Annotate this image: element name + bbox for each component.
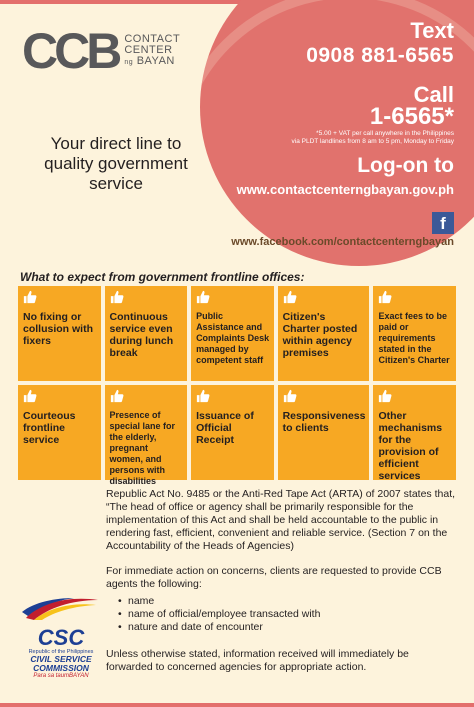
logo-line-2: CENTER bbox=[124, 44, 173, 56]
csc-logo bbox=[20, 596, 102, 679]
tagline: Your direct line to quality government service bbox=[44, 134, 188, 193]
facebook-icon[interactable]: f bbox=[432, 212, 454, 234]
csc-republic: Republic of the Philippines bbox=[28, 649, 94, 655]
expectation-label: Issuance of Official Receipt bbox=[196, 410, 254, 446]
required-info-list bbox=[118, 595, 458, 634]
call-note-line-1: *5.00 + VAT per call anywhere in the Philippines bbox=[316, 130, 454, 137]
logo-bayan: BAYAN bbox=[136, 55, 175, 67]
expectation-label: Other mechanisms for the provision of efficient services bbox=[378, 410, 443, 482]
logo-line-1: CONTACT bbox=[124, 33, 181, 45]
thumbs-up-icon bbox=[378, 389, 392, 403]
list-item: • nature and date of encounter bbox=[118, 621, 458, 634]
expectation-card bbox=[191, 385, 274, 480]
expectation-label: Presence of special lane for the elderly, pregnant women, and persons with disabilities bbox=[109, 410, 176, 486]
csc-abbr: CSC bbox=[37, 625, 85, 650]
thumbs-up-icon bbox=[283, 290, 297, 304]
logo-line-3 bbox=[124, 56, 180, 68]
expectation-card bbox=[278, 385, 370, 480]
expectation-label: Responsiveness to clients bbox=[282, 410, 366, 434]
expectation-card bbox=[18, 286, 101, 381]
call-number[interactable]: 1-6565* bbox=[369, 103, 454, 130]
expectation-label: No fixing or collusion with fixers bbox=[23, 311, 93, 347]
thumbs-up-icon bbox=[283, 389, 297, 403]
csc-swoosh-icon bbox=[20, 596, 102, 620]
text-number[interactable]: 0908 881-6565 bbox=[306, 44, 454, 67]
call-label: Call bbox=[413, 82, 454, 107]
expectation-card bbox=[373, 286, 456, 381]
expect-title: What to expect from government frontline offices: bbox=[20, 270, 305, 284]
website-link[interactable]: www.contactcenterngbayan.gov.ph bbox=[236, 182, 454, 197]
text-label: Text bbox=[410, 18, 454, 43]
forwarding-paragraph: Unless otherwise stated, information received will immediately be forwarded to concerned agencies for appropriate action. bbox=[106, 648, 409, 673]
thumbs-up-icon bbox=[196, 389, 210, 403]
csc-name-2: COMMISSION bbox=[33, 663, 89, 673]
call-note bbox=[292, 130, 454, 146]
thumbs-up-icon bbox=[110, 290, 124, 304]
expectation-card bbox=[105, 385, 188, 486]
logon-label: Log-on to bbox=[357, 154, 454, 177]
thumbs-up-icon bbox=[110, 389, 124, 403]
logo-text bbox=[124, 34, 180, 68]
call-note-line-2: via PLDT landlines from 8 am to 5 pm, Monday to Friday bbox=[291, 138, 454, 145]
expectation-card bbox=[191, 286, 274, 381]
expectation-card bbox=[373, 385, 456, 480]
facebook-link[interactable]: www.facebook.com/contactcenterngbayan bbox=[231, 236, 454, 248]
expectation-card bbox=[278, 286, 370, 381]
arta-paragraph: Republic Act No. 9485 or the Anti-Red Tape Act (ARTA) of 2007 states that, “The head of office or agency shall be primarily responsible for the implementation of this Act and shall be held accountable to the public in rendering fast, efficient, convenient and reliable service. (Section 7 on the Accountability of the Heads of Agencies) bbox=[106, 488, 456, 552]
expectation-card bbox=[18, 385, 101, 480]
expectation-card bbox=[105, 286, 188, 381]
body-text bbox=[106, 488, 458, 686]
csc-motto: Para sa taumBAYAN bbox=[33, 673, 89, 679]
bottom-stripe bbox=[0, 703, 474, 707]
thumbs-up-icon bbox=[196, 290, 210, 304]
ccb-logo bbox=[22, 23, 181, 79]
list-item: • name bbox=[118, 595, 458, 608]
csc-name-1: CIVIL SERVICE bbox=[30, 654, 92, 664]
action-paragraph: For immediate action on concerns, clients are requested to provide CCB agents the following: bbox=[106, 565, 442, 590]
list-item: • name of official/employee transacted with bbox=[118, 608, 458, 621]
expectations-grid bbox=[18, 286, 456, 486]
expectation-label: Continuous service even during lunch break bbox=[109, 311, 174, 359]
logo-ng: ng bbox=[124, 59, 134, 66]
logo-mark: CCB bbox=[22, 23, 119, 79]
expectation-label: Courteous frontline service bbox=[23, 410, 76, 446]
thumbs-up-icon bbox=[378, 290, 392, 304]
expectation-label: Exact fees to be paid or requirements stated in the Citizen's Charter bbox=[378, 311, 450, 365]
expectation-label: Public Assistance and Complaints Desk managed by competent staff bbox=[196, 311, 270, 365]
thumbs-up-icon bbox=[23, 389, 37, 403]
thumbs-up-icon bbox=[23, 290, 37, 304]
expectation-label: Citizen's Charter posted within agency premises bbox=[282, 311, 358, 359]
